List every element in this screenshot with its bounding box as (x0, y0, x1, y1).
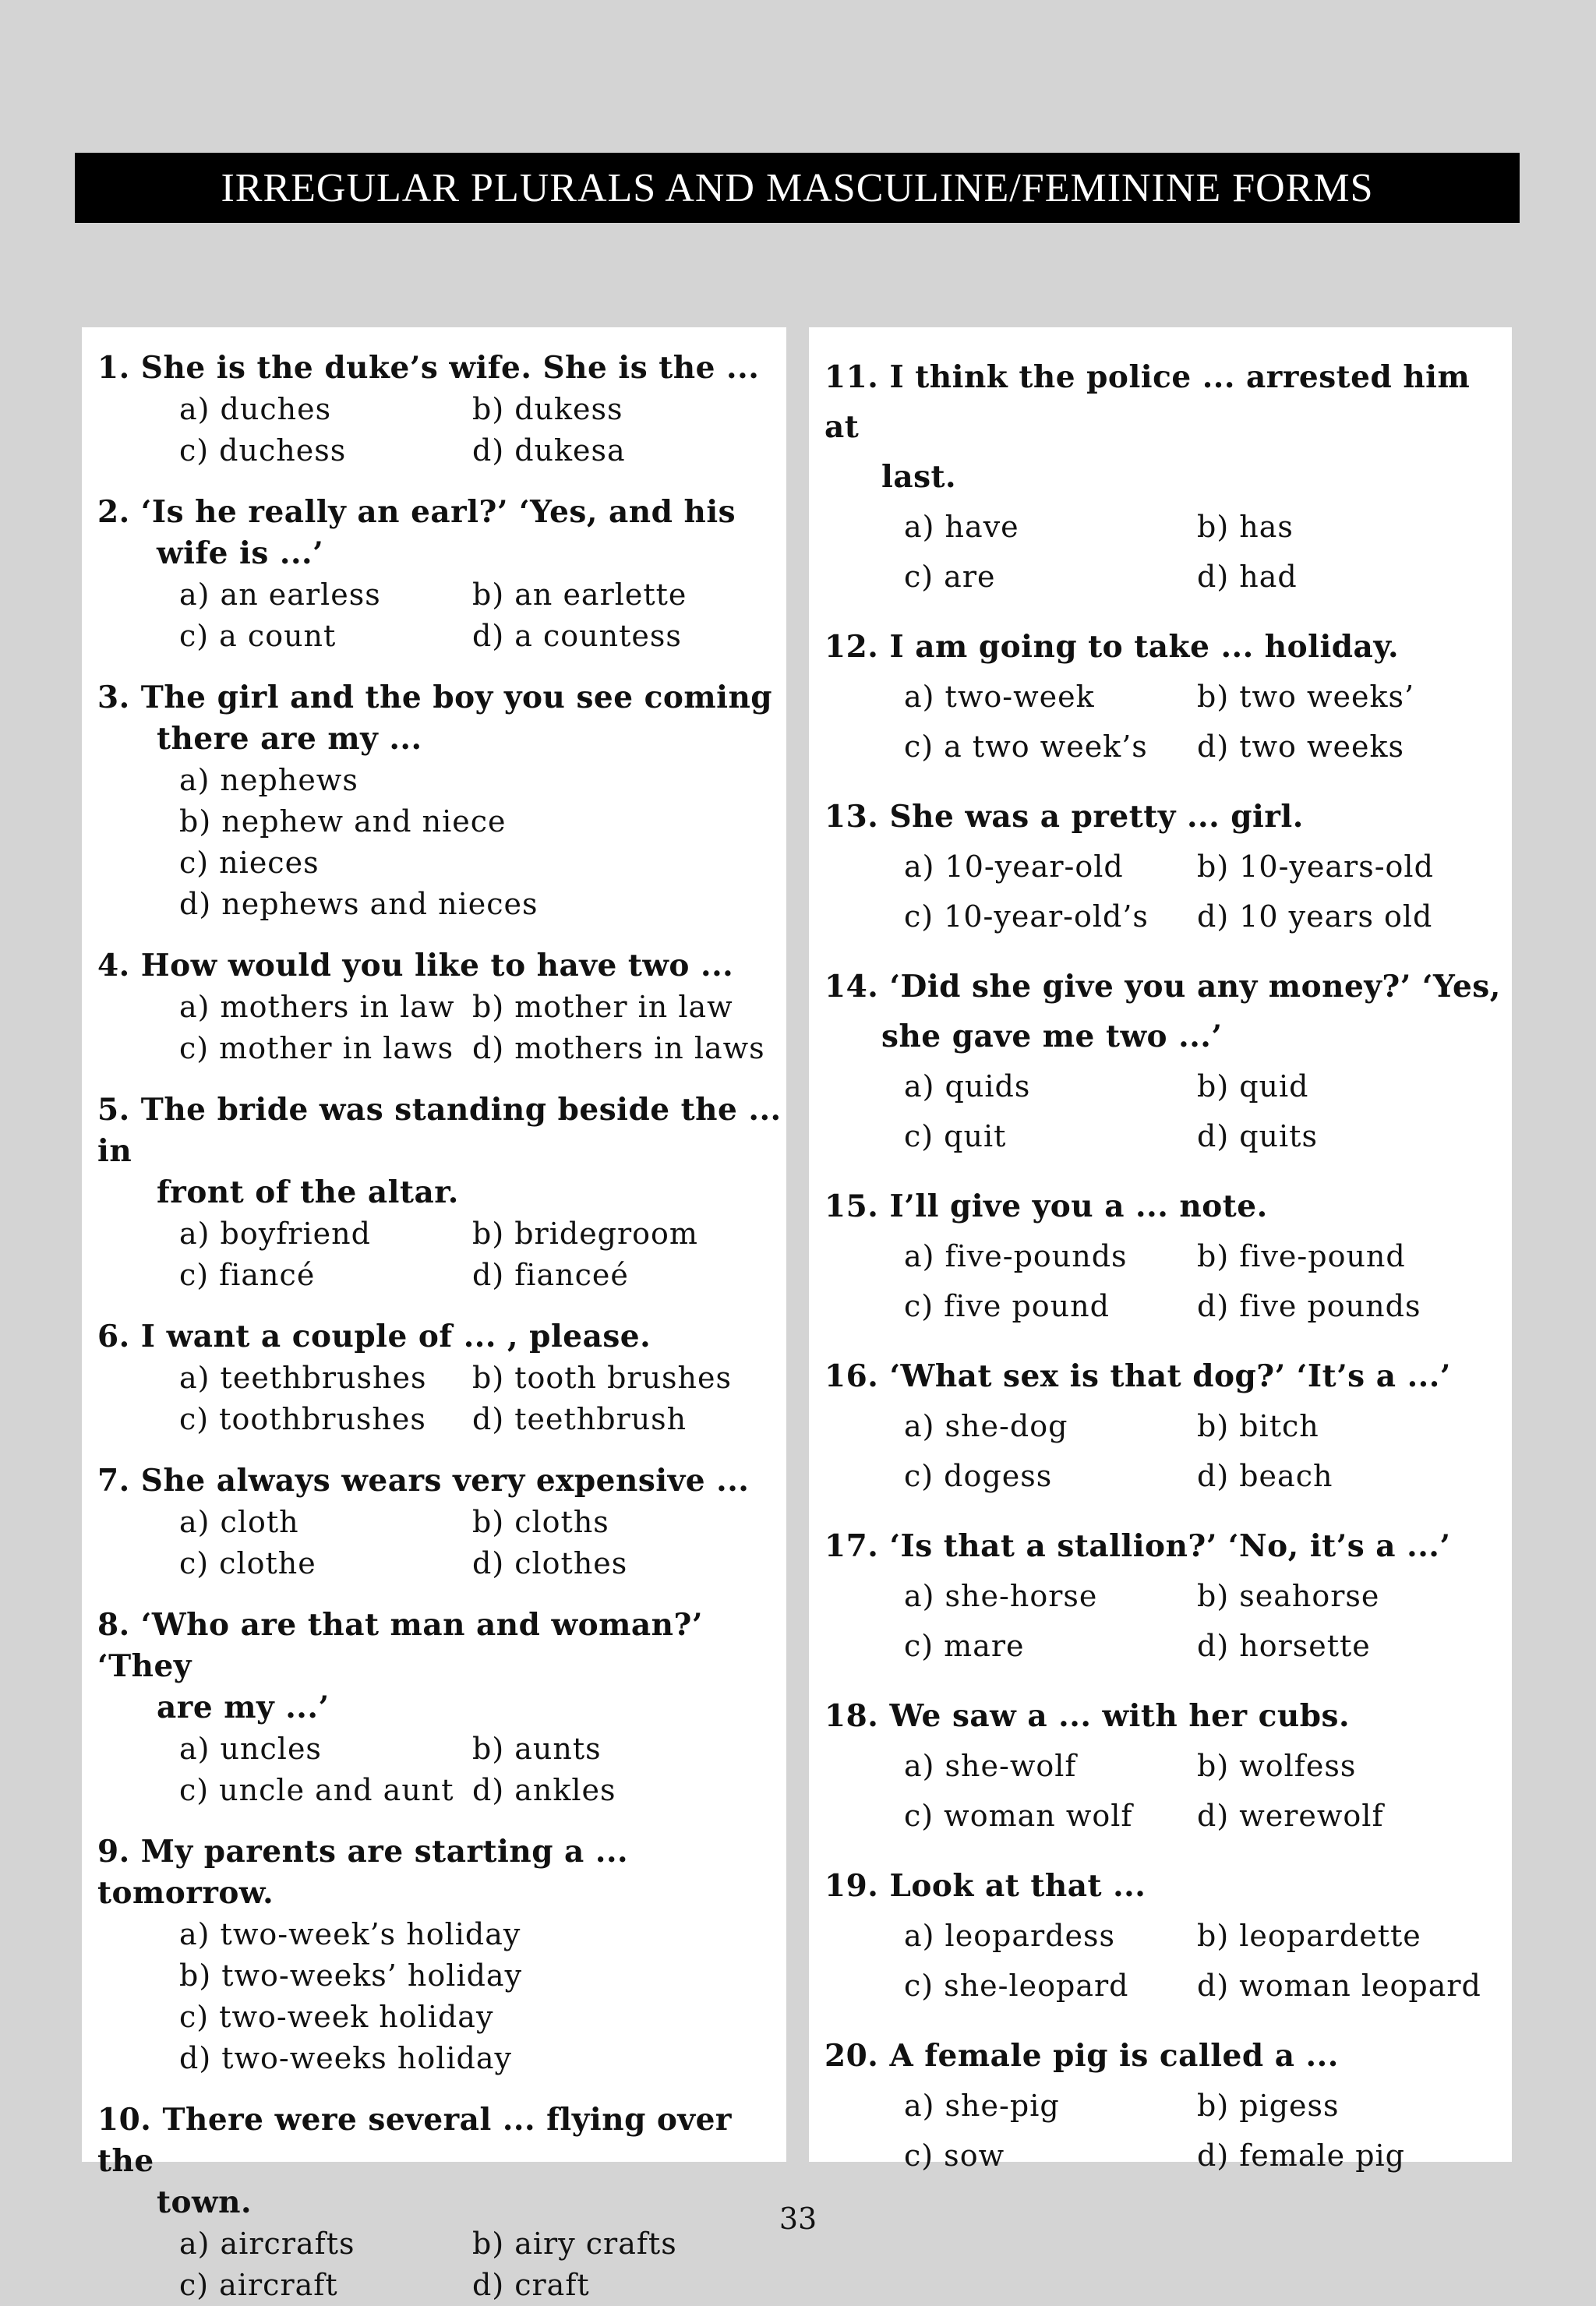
option-d[interactable]: d) two-weeks holiday (179, 2041, 512, 2075)
question-text: 15. I’ll give you a ... note. (824, 1188, 1268, 1224)
option-c[interactable]: c) sow (904, 2138, 1005, 2173)
answer-options (97, 1729, 786, 1811)
answer-options (97, 1914, 786, 2079)
option-c[interactable]: c) mare (904, 1629, 1025, 1663)
option-c[interactable]: c) a count (179, 619, 337, 653)
option-d[interactable]: d) mothers in laws (472, 1031, 765, 1065)
option-b[interactable]: b) cloths (472, 1505, 609, 1539)
option-a[interactable]: a) leopardess (904, 1919, 1116, 1953)
option-b[interactable]: b) two weeks’ (1197, 680, 1415, 714)
answer-options (97, 1502, 786, 1584)
question-6 (97, 1316, 786, 1440)
option-d[interactable]: d) ankles (472, 1773, 616, 1807)
option-a[interactable]: a) she-pig (904, 2089, 1060, 2123)
answer-options (824, 672, 1512, 772)
option-c[interactable]: c) 10-year-old’s (904, 899, 1149, 934)
option-a[interactable]: a) quids (904, 1069, 1031, 1104)
option-b[interactable]: b) quid (1197, 1069, 1309, 1104)
question-11 (824, 352, 1512, 602)
option-d[interactable]: d) teethbrush (472, 1402, 687, 1436)
answer-options (97, 389, 786, 471)
option-b[interactable]: b) bridegroom (472, 1217, 698, 1251)
question-15 (824, 1181, 1512, 1331)
option-c[interactable]: c) a two week’s (904, 729, 1148, 764)
question-text: 20. A female pig is called a ... (824, 2038, 1339, 2074)
page-title: IRREGULAR PLURALS AND MASCULINE/FEMININE FORMS (221, 165, 1374, 210)
option-a[interactable]: a) have (904, 510, 1019, 544)
option-d[interactable]: d) fianceé (472, 1258, 629, 1292)
option-b[interactable]: b) aunts (472, 1732, 602, 1766)
question-14 (824, 962, 1512, 1161)
option-d[interactable]: d) werewolf (1197, 1799, 1384, 1833)
question-2 (97, 492, 786, 657)
question-text: 1. She is the duke’s wife. She is the ... (97, 350, 760, 386)
option-b[interactable]: b) mother in law (472, 990, 733, 1024)
option-c[interactable]: c) aircraft (179, 2268, 338, 2302)
option-b[interactable]: b) airy crafts (472, 2227, 677, 2261)
question-text: 2. ‘Is he really an earl?’ ‘Yes, and his wife is ...’ (97, 494, 736, 571)
option-d[interactable]: d) woman leopard (1197, 1969, 1481, 2003)
option-a[interactable]: a) five-pounds (904, 1239, 1128, 1273)
question-1 (97, 348, 786, 471)
question-4 (97, 945, 786, 1069)
option-a[interactable]: a) an earless (179, 577, 381, 612)
answer-options (97, 574, 786, 657)
question-17 (824, 1521, 1512, 1671)
option-c[interactable]: c) duchess (179, 433, 347, 468)
answer-options (824, 1231, 1512, 1331)
option-c[interactable]: c) clothe (179, 1546, 316, 1580)
option-c[interactable]: c) nieces (179, 846, 320, 880)
option-a[interactable]: a) cloth (179, 1505, 299, 1539)
option-d[interactable]: d) 10 years old (1197, 899, 1433, 934)
option-b[interactable]: b) pigess (1197, 2089, 1340, 2123)
option-a[interactable]: a) she-dog (904, 1409, 1068, 1443)
question-3 (97, 677, 786, 925)
option-b[interactable]: b) 10-years-old (1197, 849, 1434, 884)
option-d[interactable]: d) dukesa (472, 433, 626, 468)
left-question-panel (82, 327, 786, 2302)
option-c[interactable]: c) woman wolf (904, 1799, 1133, 1833)
option-a[interactable]: a) uncles (179, 1732, 322, 1766)
question-text: 18. We saw a ... with her cubs. (824, 1698, 1351, 1734)
question-text: 11. I think the police ... arrested him at last. (824, 359, 1471, 495)
question-text: 19. Look at that ... (824, 1868, 1146, 1904)
question-18 (824, 1691, 1512, 1841)
option-b[interactable]: b) has (1197, 510, 1294, 544)
question-text: 12. I am going to take ... holiday. (824, 629, 1400, 665)
answer-options (97, 987, 786, 1069)
option-d[interactable]: d) had (1197, 560, 1298, 594)
option-a[interactable]: a) she-wolf (904, 1749, 1077, 1783)
answer-options (97, 1213, 786, 1296)
option-a[interactable]: a) duches (179, 392, 332, 426)
option-b[interactable]: b) two-weeks’ holiday (179, 1958, 523, 1993)
question-text: 3. The girl and the boy you see coming there are my ... (97, 680, 773, 757)
question-text: 16. ‘What sex is that dog?’ ‘It’s a ...’ (824, 1358, 1451, 1394)
option-d[interactable]: d) quits (1197, 1119, 1318, 1153)
option-b[interactable]: b) bitch (1197, 1409, 1319, 1443)
option-c[interactable]: c) five pound (904, 1289, 1110, 1323)
option-d[interactable]: d) female pig (1197, 2138, 1405, 2173)
answer-options (97, 1358, 786, 1440)
option-a[interactable]: a) two-week’s holiday (179, 1917, 521, 1951)
answer-options (824, 1571, 1512, 1671)
option-b[interactable]: b) leopardette (1197, 1919, 1421, 1953)
question-20 (824, 2031, 1512, 2181)
option-a[interactable]: a) mothers in law (179, 990, 455, 1024)
option-d[interactable]: d) two weeks (1197, 729, 1405, 764)
option-b[interactable]: b) tooth brushes (472, 1361, 733, 1395)
question-16 (824, 1351, 1512, 1501)
title-banner (75, 153, 1520, 223)
option-b[interactable]: b) five-pound (1197, 1239, 1406, 1273)
option-c[interactable]: c) quit (904, 1119, 1007, 1153)
option-a[interactable]: a) aircrafts (179, 2227, 355, 2261)
option-b[interactable]: b) an earlette (472, 577, 687, 612)
option-c[interactable]: c) are (904, 560, 996, 594)
question-text: 9. My parents are starting a ... tomorrow. (97, 1834, 629, 1911)
question-19 (824, 1861, 1512, 2011)
option-b[interactable]: b) wolfess (1197, 1749, 1357, 1783)
question-text: 6. I want a couple of ... , please. (97, 1319, 651, 1354)
option-d[interactable]: d) horsette (1197, 1629, 1371, 1663)
option-c[interactable]: c) dogess (904, 1459, 1053, 1493)
option-c[interactable]: c) two-week holiday (179, 2000, 494, 2034)
question-7 (97, 1460, 786, 1584)
option-c[interactable]: c) fiancé (179, 1258, 316, 1292)
question-8 (97, 1605, 786, 1811)
option-a[interactable]: a) 10-year-old (904, 849, 1124, 884)
option-d[interactable]: d) craft (472, 2268, 590, 2302)
option-a[interactable]: a) she-horse (904, 1579, 1098, 1613)
option-b[interactable]: b) dukess (472, 392, 623, 426)
question-text: 7. She always wears very expensive ... (97, 1463, 750, 1499)
question-text: 8. ‘Who are that man and woman?’ ‘They are my ...’ (97, 1607, 703, 1725)
option-c[interactable]: c) toothbrushes (179, 1402, 426, 1436)
answer-options (824, 842, 1512, 941)
question-13 (824, 792, 1512, 941)
option-d[interactable]: d) nephews and nieces (179, 887, 538, 921)
question-12 (824, 622, 1512, 772)
question-text: 4. How would you like to have two ... (97, 948, 734, 983)
question-9 (97, 1831, 786, 2079)
answer-options (97, 760, 786, 925)
answer-options (824, 1741, 1512, 1841)
question-text: 13. She was a pretty ... girl. (824, 799, 1304, 835)
option-c[interactable]: c) uncle and aunt (179, 1773, 454, 1807)
option-c[interactable]: c) mother in laws (179, 1031, 454, 1065)
option-b[interactable]: b) nephew and niece (179, 804, 507, 839)
option-d[interactable]: d) five pounds (1197, 1289, 1421, 1323)
answer-options (824, 2081, 1512, 2181)
right-question-panel (809, 327, 1512, 2173)
option-d[interactable]: d) clothes (472, 1546, 628, 1580)
option-d[interactable]: d) a countess (472, 619, 682, 653)
question-text: 14. ‘Did she give you any money?’ ‘Yes, she gave me two ...’ (824, 969, 1501, 1054)
option-a[interactable]: a) boyfriend (179, 1217, 371, 1251)
option-a[interactable]: a) teethbrushes (179, 1361, 427, 1395)
question-text: 17. ‘Is that a stallion?’ ‘No, it’s a ...’ (824, 1528, 1451, 1564)
answer-options (824, 502, 1512, 602)
option-a[interactable]: a) nephews (179, 763, 358, 797)
page-number: 33 (779, 2202, 817, 2236)
answer-options (824, 1061, 1512, 1161)
option-d[interactable]: d) beach (1197, 1459, 1333, 1493)
question-text: 10. There were several ... flying over the town. (97, 2102, 732, 2220)
option-c[interactable]: c) she-leopard (904, 1969, 1129, 2003)
option-a[interactable]: a) two-week (904, 680, 1095, 714)
question-text: 5. The bride was standing beside the ... in front of the altar. (97, 1092, 782, 1210)
option-b[interactable]: b) seahorse (1197, 1579, 1380, 1613)
answer-options (824, 1401, 1512, 1501)
question-5 (97, 1089, 786, 1296)
answer-options (824, 1911, 1512, 2011)
